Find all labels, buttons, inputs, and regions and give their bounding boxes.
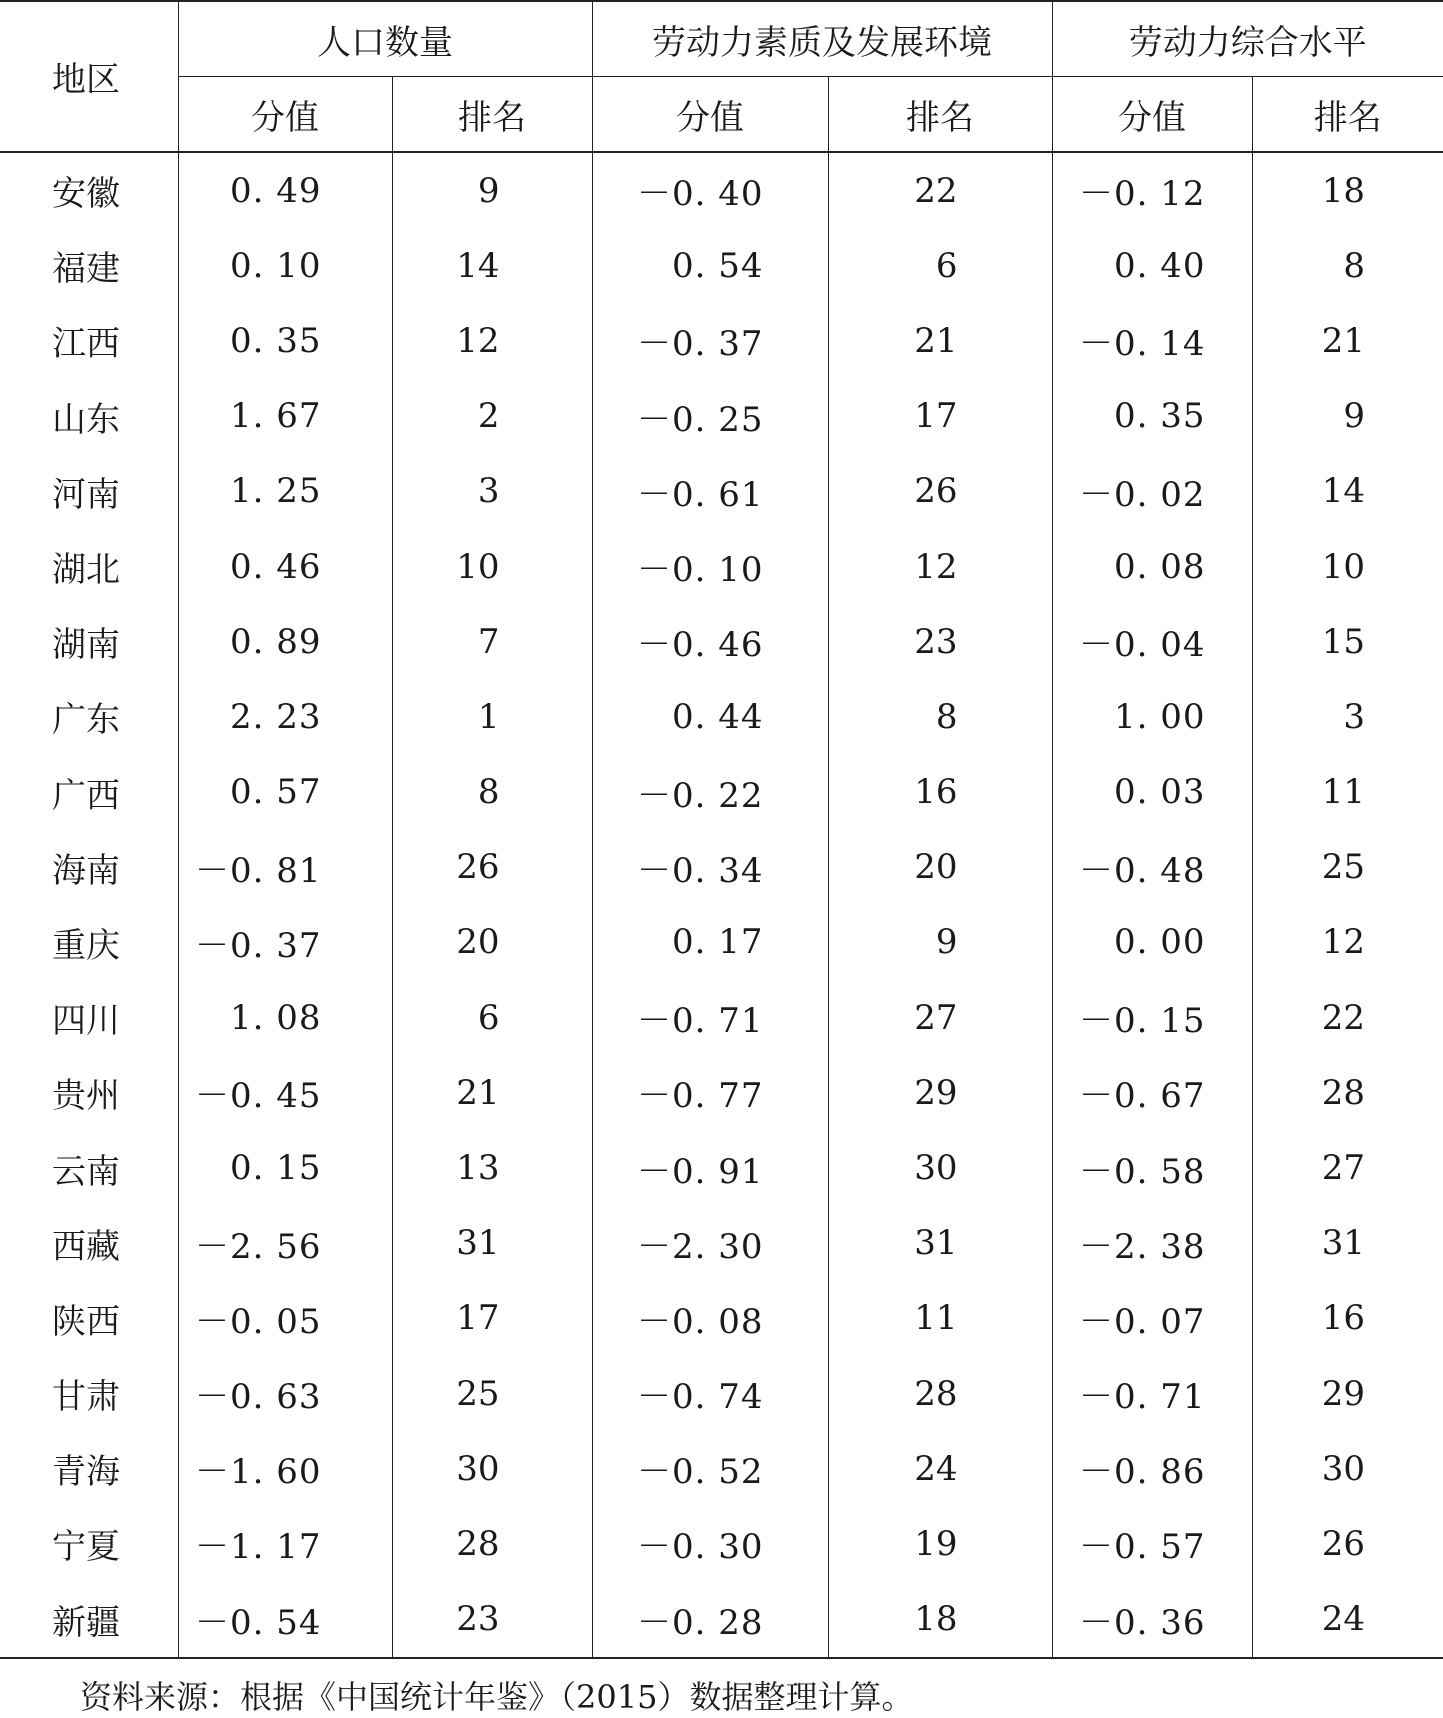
population-score-cell: 0. 15 bbox=[178, 1130, 392, 1205]
population-rank-cell: 9 bbox=[392, 152, 592, 228]
subheader-rank: 排名 bbox=[392, 77, 592, 153]
population-score-cell: －0. 63 bbox=[178, 1356, 392, 1431]
population-score-cell: 1. 08 bbox=[178, 980, 392, 1055]
group-header-labor-quality: 劳动力素质及发展环境 bbox=[592, 1, 1052, 77]
region-cell: 江西 bbox=[52, 324, 120, 365]
table-row bbox=[0, 529, 1443, 604]
region-cell: 四川 bbox=[52, 1001, 120, 1042]
quality-rank-cell: 22 bbox=[828, 152, 1052, 228]
overall-rank-cell: 10 bbox=[1252, 529, 1443, 604]
population-rank-cell: 30 bbox=[392, 1431, 592, 1506]
quality-score-cell: －0. 22 bbox=[592, 755, 828, 830]
quality-rank-cell: 26 bbox=[828, 454, 1052, 529]
quality-score-cell: 0. 17 bbox=[592, 905, 828, 980]
population-score-cell: －0. 05 bbox=[178, 1281, 392, 1356]
overall-score-cell: －0. 02 bbox=[1052, 454, 1252, 529]
region-cell: 河南 bbox=[52, 474, 120, 515]
population-score-cell: －2. 56 bbox=[178, 1206, 392, 1281]
overall-score-cell: 0. 40 bbox=[1052, 228, 1252, 303]
overall-score-cell: 0. 00 bbox=[1052, 905, 1252, 980]
table-row bbox=[0, 228, 1443, 303]
table-row bbox=[0, 379, 1443, 454]
header-row-groups bbox=[0, 1, 1443, 77]
overall-rank-cell: 15 bbox=[1252, 604, 1443, 679]
group-header-population: 人口数量 bbox=[178, 1, 592, 77]
population-rank-cell: 7 bbox=[392, 604, 592, 679]
table-row bbox=[0, 303, 1443, 378]
subheader-score: 分值 bbox=[592, 77, 828, 153]
overall-rank-cell: 24 bbox=[1252, 1582, 1443, 1658]
overall-score-cell: －0. 15 bbox=[1052, 980, 1252, 1055]
quality-score-cell: －0. 08 bbox=[592, 1281, 828, 1356]
population-score-cell: －0. 45 bbox=[178, 1055, 392, 1130]
overall-rank-cell: 22 bbox=[1252, 980, 1443, 1055]
quality-rank-cell: 28 bbox=[828, 1356, 1052, 1431]
table-row bbox=[0, 1356, 1443, 1431]
quality-score-cell: －0. 30 bbox=[592, 1506, 828, 1581]
population-score-cell: －0. 37 bbox=[178, 905, 392, 980]
quality-score-cell: －0. 46 bbox=[592, 604, 828, 679]
population-score-cell: 0. 46 bbox=[178, 529, 392, 604]
table-row bbox=[0, 1281, 1443, 1356]
population-rank-cell: 14 bbox=[392, 228, 592, 303]
region-cell: 宁夏 bbox=[52, 1527, 120, 1568]
overall-rank-cell: 31 bbox=[1252, 1206, 1443, 1281]
population-rank-cell: 6 bbox=[392, 980, 592, 1055]
population-rank-cell: 2 bbox=[392, 379, 592, 454]
region-cell: 重庆 bbox=[52, 925, 120, 966]
population-rank-cell: 10 bbox=[392, 529, 592, 604]
population-rank-cell: 21 bbox=[392, 1055, 592, 1130]
population-rank-cell: 1 bbox=[392, 679, 592, 754]
region-cell: 广东 bbox=[52, 700, 120, 741]
quality-score-cell: －0. 52 bbox=[592, 1431, 828, 1506]
group-header-labor-overall: 劳动力综合水平 bbox=[1052, 1, 1443, 77]
population-rank-cell: 8 bbox=[392, 755, 592, 830]
overall-rank-cell: 21 bbox=[1252, 303, 1443, 378]
quality-score-cell: －0. 91 bbox=[592, 1130, 828, 1205]
quality-score-cell: －0. 25 bbox=[592, 379, 828, 454]
population-rank-cell: 25 bbox=[392, 1356, 592, 1431]
quality-rank-cell: 21 bbox=[828, 303, 1052, 378]
overall-score-cell: －0. 14 bbox=[1052, 303, 1252, 378]
table-row bbox=[0, 604, 1443, 679]
region-cell: 广西 bbox=[52, 775, 120, 816]
population-rank-cell: 28 bbox=[392, 1506, 592, 1581]
overall-score-cell: 0. 03 bbox=[1052, 755, 1252, 830]
table-row bbox=[0, 980, 1443, 1055]
region-cell: 湖南 bbox=[52, 625, 120, 666]
overall-rank-cell: 16 bbox=[1252, 1281, 1443, 1356]
region-cell: 湖北 bbox=[52, 550, 120, 591]
overall-score-cell: －0. 86 bbox=[1052, 1431, 1252, 1506]
population-score-cell: 0. 10 bbox=[178, 228, 392, 303]
quality-rank-cell: 23 bbox=[828, 604, 1052, 679]
overall-rank-cell: 18 bbox=[1252, 152, 1443, 228]
population-score-cell: 0. 49 bbox=[178, 152, 392, 228]
table-row bbox=[0, 1431, 1443, 1506]
population-rank-cell: 13 bbox=[392, 1130, 592, 1205]
subheader-score: 分值 bbox=[178, 77, 392, 153]
quality-rank-cell: 31 bbox=[828, 1206, 1052, 1281]
overall-score-cell: －0. 58 bbox=[1052, 1130, 1252, 1205]
quality-rank-cell: 27 bbox=[828, 980, 1052, 1055]
quality-rank-cell: 6 bbox=[828, 228, 1052, 303]
table-row bbox=[0, 454, 1443, 529]
quality-score-cell: 0. 44 bbox=[592, 679, 828, 754]
quality-rank-cell: 8 bbox=[828, 679, 1052, 754]
region-cell: 海南 bbox=[52, 850, 120, 891]
region-cell: 西藏 bbox=[52, 1226, 120, 1267]
quality-rank-cell: 9 bbox=[828, 905, 1052, 980]
overall-score-cell: －0. 04 bbox=[1052, 604, 1252, 679]
quality-rank-cell: 19 bbox=[828, 1506, 1052, 1581]
population-rank-cell: 31 bbox=[392, 1206, 592, 1281]
quality-score-cell: －2. 30 bbox=[592, 1206, 828, 1281]
population-score-cell: 2. 23 bbox=[178, 679, 392, 754]
table-row bbox=[0, 755, 1443, 830]
population-score-cell: －0. 81 bbox=[178, 830, 392, 905]
header-row-subheaders bbox=[0, 77, 1443, 153]
quality-score-cell: －0. 61 bbox=[592, 454, 828, 529]
table-body bbox=[0, 152, 1443, 1658]
quality-score-cell: －0. 40 bbox=[592, 152, 828, 228]
population-score-cell: 0. 35 bbox=[178, 303, 392, 378]
region-cell: 甘肃 bbox=[52, 1377, 120, 1418]
overall-rank-cell: 12 bbox=[1252, 905, 1443, 980]
table-row bbox=[0, 679, 1443, 754]
overall-rank-cell: 30 bbox=[1252, 1431, 1443, 1506]
quality-rank-cell: 29 bbox=[828, 1055, 1052, 1130]
overall-rank-cell: 28 bbox=[1252, 1055, 1443, 1130]
overall-score-cell: －0. 67 bbox=[1052, 1055, 1252, 1130]
region-cell: 新疆 bbox=[0, 1582, 178, 1658]
quality-rank-cell: 18 bbox=[828, 1582, 1052, 1658]
quality-rank-cell: 30 bbox=[828, 1130, 1052, 1205]
population-rank-cell: 12 bbox=[392, 303, 592, 378]
overall-score-cell: －0. 36 bbox=[1052, 1582, 1252, 1658]
table-row bbox=[0, 1506, 1443, 1581]
overall-rank-cell: 29 bbox=[1252, 1356, 1443, 1431]
table-row bbox=[0, 830, 1443, 905]
quality-score-cell: －0. 37 bbox=[592, 303, 828, 378]
quality-rank-cell: 11 bbox=[828, 1281, 1052, 1356]
population-rank-cell: 17 bbox=[392, 1281, 592, 1356]
source-note: 资料来源：根据《中国统计年鉴》（2015）数据整理计算。 bbox=[80, 1678, 914, 1716]
population-score-cell: －0. 54 bbox=[178, 1582, 392, 1658]
quality-rank-cell: 24 bbox=[828, 1431, 1052, 1506]
population-rank-cell: 26 bbox=[392, 830, 592, 905]
quality-rank-cell: 20 bbox=[828, 830, 1052, 905]
overall-rank-cell: 8 bbox=[1252, 228, 1443, 303]
population-rank-cell: 3 bbox=[392, 454, 592, 529]
region-cell: 云南 bbox=[52, 1151, 120, 1192]
population-rank-cell: 23 bbox=[392, 1582, 592, 1658]
population-score-cell: －1. 60 bbox=[178, 1431, 392, 1506]
quality-rank-cell: 16 bbox=[828, 755, 1052, 830]
quality-score-cell: －0. 28 bbox=[592, 1582, 828, 1658]
region-cell: 陕西 bbox=[52, 1301, 120, 1342]
overall-rank-cell: 25 bbox=[1252, 830, 1443, 905]
quality-score-cell: －0. 74 bbox=[592, 1356, 828, 1431]
table-row bbox=[0, 1055, 1443, 1130]
population-score-cell: 0. 89 bbox=[178, 604, 392, 679]
table-row bbox=[0, 152, 1443, 228]
table-row bbox=[0, 1130, 1443, 1205]
subheader-score: 分值 bbox=[1052, 77, 1252, 153]
region-cell: 安徽 bbox=[52, 174, 120, 215]
quality-rank-cell: 12 bbox=[828, 529, 1052, 604]
overall-score-cell: －0. 71 bbox=[1052, 1356, 1252, 1431]
overall-score-cell: 0. 08 bbox=[1052, 529, 1252, 604]
quality-score-cell: －0. 71 bbox=[592, 980, 828, 1055]
overall-rank-cell: 14 bbox=[1252, 454, 1443, 529]
quality-score-cell: －0. 10 bbox=[592, 529, 828, 604]
subheader-rank: 排名 bbox=[1252, 77, 1443, 153]
overall-rank-cell: 11 bbox=[1252, 755, 1443, 830]
overall-rank-cell: 27 bbox=[1252, 1130, 1443, 1205]
overall-score-cell: －0. 12 bbox=[1052, 152, 1252, 228]
region-cell: 青海 bbox=[52, 1452, 120, 1493]
population-rank-cell: 20 bbox=[392, 905, 592, 980]
region-cell: 贵州 bbox=[52, 1076, 120, 1117]
overall-score-cell: －0. 07 bbox=[1052, 1281, 1252, 1356]
quality-score-cell: 0. 54 bbox=[592, 228, 828, 303]
overall-score-cell: －0. 48 bbox=[1052, 830, 1252, 905]
overall-rank-cell: 26 bbox=[1252, 1506, 1443, 1581]
table-row bbox=[0, 1582, 1443, 1658]
overall-score-cell: 0. 35 bbox=[1052, 379, 1252, 454]
quality-rank-cell: 17 bbox=[828, 379, 1052, 454]
population-score-cell: －1. 17 bbox=[178, 1506, 392, 1581]
region-column-header: 地区 bbox=[0, 1, 178, 152]
overall-rank-cell: 9 bbox=[1252, 379, 1443, 454]
quality-score-cell: －0. 77 bbox=[592, 1055, 828, 1130]
overall-score-cell: －0. 57 bbox=[1052, 1506, 1252, 1581]
overall-score-cell: 1. 00 bbox=[1052, 679, 1252, 754]
region-cell: 福建 bbox=[52, 249, 120, 290]
overall-rank-cell: 3 bbox=[1252, 679, 1443, 754]
subheader-rank: 排名 bbox=[828, 77, 1052, 153]
quality-score-cell: －0. 34 bbox=[592, 830, 828, 905]
population-score-cell: 1. 25 bbox=[178, 454, 392, 529]
table-row bbox=[0, 905, 1443, 980]
table-row bbox=[0, 1206, 1443, 1281]
table-header bbox=[0, 1, 1443, 152]
population-score-cell: 1. 67 bbox=[178, 379, 392, 454]
region-cell: 山东 bbox=[52, 399, 120, 440]
population-score-cell: 0. 57 bbox=[178, 755, 392, 830]
overall-score-cell: －2. 38 bbox=[1052, 1206, 1252, 1281]
